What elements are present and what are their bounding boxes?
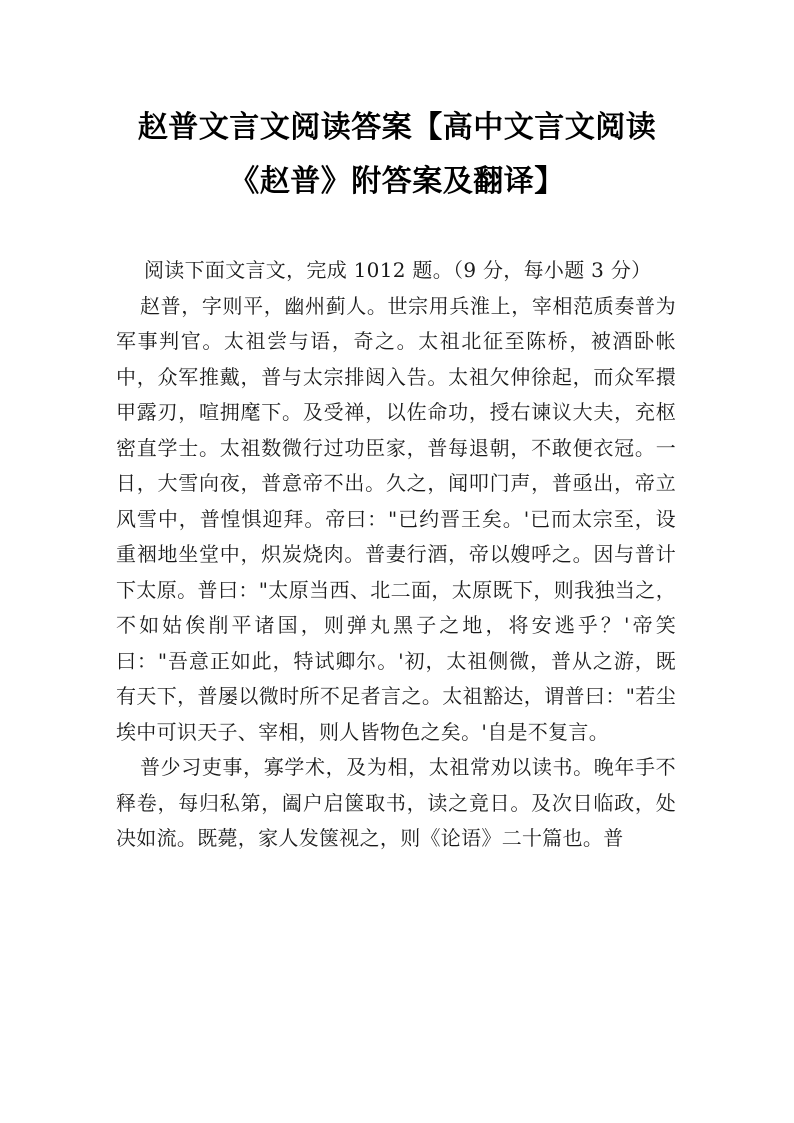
intro-paragraph: 阅读下面文言文，完成 1012 题。（9 分，每小题 3 分） (144, 258, 652, 282)
paragraph-1: 赵普，字则平，幽州蓟人。世宗用兵淮上，宰相范质奏普为军事判官。太祖尝与语，奇之。太祖北征至陈桥，被酒卧帐中，众军推戴，普与太宗排闼入告。太祖欠伸徐起，而众军擐甲露刃，喧拥麾下。及受禅，以佐命功，授右谏议大夫，充枢密直学士。太祖数微行过功臣家，普每退朝，不敢便衣冠。一日，大雪向夜，普意帝不出。久之，闻叩门声，普亟出，帝立风雪中，普惶惧迎拜。帝曰："已约晋王矣。'已而太宗至，设重裀地坐堂中，炽炭烧肉。普妻行酒，帝以嫂呼之。因与普计下太原。普曰："太原当西、北二面，太原既下，则我独当之，不如姑俟削平诸国，则弹丸黑子之地，将安逃乎？'帝笑曰："吾意正如此，特试卿尔。'初，太祖侧微，普从之游，既有天下，普屡以微时所不足者言之。太祖豁达，谓普曰："若尘埃中可识天子、宰相，则人皆物色之矣。'自是不复言。 (116, 293, 676, 744)
document-title: 赵普文言文阅读答案【高中文言文阅读《赵普》附答案及翻译】 (137, 110, 657, 199)
paragraph-2: 普少习吏事，寡学术，及为相，太祖常劝以读书。晚年手不释卷，每归私第，阖户启箧取书，读之竟日。及次日临政，处决如流。既薨，家人发箧视之，则《论语》二十篇也。普 (116, 755, 676, 850)
document-body (116, 253, 676, 857)
